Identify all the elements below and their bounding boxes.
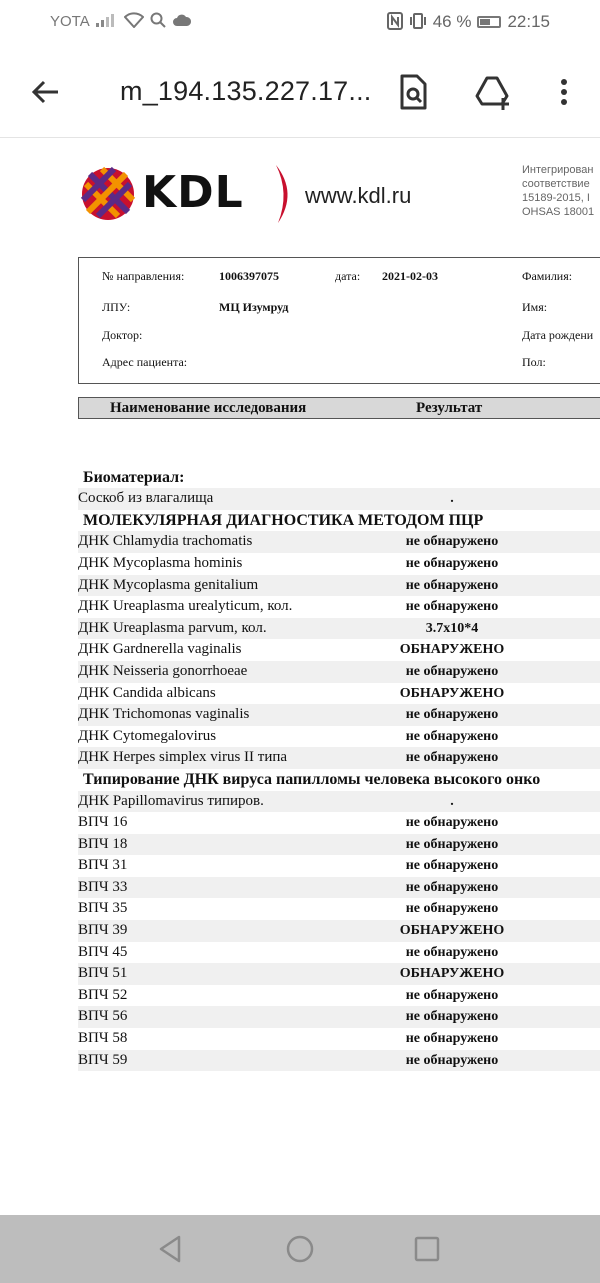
table-row bbox=[78, 683, 600, 705]
test-result: ОБНАРУЖЕНО bbox=[399, 642, 505, 658]
test-name: Типирование ДНК вируса папилломы человека высокого онко bbox=[83, 770, 541, 788]
test-name: Биоматериал: bbox=[83, 468, 185, 486]
test-name: ДНК Ureaplasma urealyticum, кол. bbox=[78, 598, 293, 615]
cloud-icon bbox=[172, 13, 192, 29]
status-bar bbox=[0, 0, 600, 46]
test-name: ВПЧ 18 bbox=[78, 835, 128, 852]
table-row bbox=[78, 531, 600, 553]
results-table bbox=[78, 445, 600, 1071]
test-result: не обнаружено bbox=[405, 750, 499, 766]
surname-label: Фамилия: bbox=[522, 269, 573, 283]
table-row bbox=[78, 985, 600, 1007]
test-result: не обнаружено bbox=[405, 707, 499, 723]
logo-url: www.kdl.ru bbox=[305, 183, 412, 208]
table-row bbox=[78, 488, 600, 510]
test-name: ДНК Gardnerella vaginalis bbox=[78, 641, 242, 658]
table-row bbox=[78, 661, 600, 683]
test-name: ВПЧ 33 bbox=[78, 878, 128, 895]
battery-percent: 46 % bbox=[432, 12, 472, 31]
test-result: не обнаружено bbox=[405, 836, 499, 852]
section-heading bbox=[78, 467, 600, 489]
test-name: ДНК Mycoplasma hominis bbox=[78, 554, 243, 571]
table-row bbox=[78, 1006, 600, 1028]
test-result: не обнаружено bbox=[405, 858, 499, 874]
results-table-header bbox=[78, 397, 600, 419]
status-left bbox=[50, 12, 192, 30]
referral-value: 1006397075 bbox=[219, 269, 279, 283]
clock: 22:15 bbox=[507, 12, 550, 31]
table-row bbox=[78, 877, 600, 899]
lpu-value: МЦ Изумруд bbox=[219, 300, 289, 314]
test-result: не обнаружено bbox=[405, 815, 499, 831]
test-name: ДНК Ureaplasma parvum, кол. bbox=[78, 619, 267, 636]
section-heading bbox=[78, 510, 600, 532]
test-result: не обнаружено bbox=[405, 728, 499, 744]
search-icon bbox=[150, 12, 166, 30]
vibrate-icon bbox=[409, 12, 427, 32]
carrier-label: YOTA bbox=[50, 12, 90, 30]
test-name: ВПЧ 16 bbox=[78, 814, 128, 831]
table-row bbox=[78, 855, 600, 877]
header-test-name: Наименование исследования bbox=[110, 400, 307, 416]
test-name: Соскоб из влагалища bbox=[78, 490, 214, 507]
referral-label: № направления: bbox=[102, 269, 185, 283]
test-name: ВПЧ 58 bbox=[78, 1030, 128, 1047]
test-name: ВПЧ 39 bbox=[78, 922, 128, 939]
pdf-page[interactable] bbox=[0, 139, 600, 1215]
test-result: не обнаружено bbox=[405, 1031, 499, 1047]
table-row bbox=[78, 639, 600, 661]
test-name: ДНК Candida albicans bbox=[78, 684, 216, 701]
patient-info-box bbox=[78, 257, 600, 384]
doctor-label: Доктор: bbox=[102, 328, 143, 342]
table-row bbox=[78, 553, 600, 575]
logo-swoosh-icon bbox=[270, 163, 300, 225]
table-row bbox=[78, 812, 600, 834]
table-row bbox=[78, 963, 600, 985]
test-name: ДНК Herpes simplex virus II типа bbox=[78, 749, 288, 766]
lpu-label: ЛПУ: bbox=[102, 300, 131, 314]
table-row bbox=[78, 942, 600, 964]
signal-icon bbox=[96, 13, 118, 29]
kdl-logo-icon bbox=[80, 166, 136, 222]
test-name: ВПЧ 35 bbox=[78, 900, 128, 917]
table-row bbox=[78, 618, 600, 640]
test-name: ВПЧ 56 bbox=[78, 1008, 128, 1025]
test-name: ВПЧ 52 bbox=[78, 986, 128, 1003]
table-row bbox=[78, 834, 600, 856]
certification-text: Интегрирован соответствие 15189-2015, I OHSAS 18001 bbox=[522, 164, 595, 218]
table-row bbox=[78, 704, 600, 726]
test-name: ВПЧ 59 bbox=[78, 1051, 128, 1068]
address-label: Адрес пациента: bbox=[102, 355, 188, 369]
test-result: не обнаружено bbox=[405, 599, 499, 615]
test-result: ОБНАРУЖЕНО bbox=[399, 685, 505, 701]
table-row bbox=[78, 575, 600, 597]
document-title: m_194.135.227.17... bbox=[120, 76, 372, 106]
table-row bbox=[78, 898, 600, 920]
test-result: не обнаружено bbox=[405, 987, 499, 1003]
wifi-icon bbox=[124, 12, 144, 30]
test-name: ДНК Mycoplasma genitalium bbox=[78, 576, 259, 593]
test-name: ДНК Chlamydia trachomatis bbox=[78, 533, 253, 550]
test-result: не обнаружено bbox=[405, 1009, 499, 1025]
section-heading bbox=[78, 769, 600, 791]
table-row bbox=[78, 920, 600, 942]
table-row bbox=[78, 791, 600, 813]
battery-icon bbox=[477, 16, 501, 28]
test-name: ВПЧ 51 bbox=[78, 965, 128, 982]
spacer-row bbox=[78, 445, 600, 467]
nav-recents-icon[interactable] bbox=[411, 1233, 443, 1265]
date-value: 2021-02-03 bbox=[382, 269, 438, 283]
test-result: не обнаружено bbox=[405, 901, 499, 917]
test-result: ОБНАРУЖЕНО bbox=[399, 923, 505, 939]
logo-wordmark: KDL bbox=[142, 167, 244, 218]
test-name: ДНК Cytomegalovirus bbox=[78, 727, 217, 744]
test-result: 3.7x10*4 bbox=[425, 620, 479, 636]
back-arrow-icon[interactable] bbox=[28, 74, 64, 110]
nav-home-icon[interactable] bbox=[284, 1233, 316, 1265]
table-row bbox=[78, 1050, 600, 1072]
test-name: ВПЧ 31 bbox=[78, 857, 128, 874]
test-name: ДНК Trichomonas vaginalis bbox=[78, 706, 250, 723]
add-to-drive-icon[interactable] bbox=[473, 72, 513, 112]
status-right bbox=[387, 12, 550, 32]
test-result: не обнаружено bbox=[405, 879, 499, 895]
test-result: не обнаружено bbox=[405, 1052, 499, 1068]
date-label: дата: bbox=[335, 269, 361, 283]
test-name: ДНК Neisseria gonorrhoeae bbox=[78, 662, 248, 679]
more-vert-icon[interactable] bbox=[545, 72, 585, 112]
nfc-icon bbox=[387, 12, 403, 32]
test-name: ВПЧ 45 bbox=[78, 943, 128, 960]
test-name: ДНК Papillomavirus типиров. bbox=[78, 792, 264, 809]
test-result: ОБНАРУЖЕНО bbox=[399, 966, 505, 982]
test-result: не обнаружено bbox=[405, 534, 499, 550]
sex-label: Пол: bbox=[522, 355, 546, 369]
name-label: Имя: bbox=[522, 300, 548, 314]
nav-back-icon[interactable] bbox=[155, 1233, 187, 1265]
table-row bbox=[78, 747, 600, 769]
test-result: . bbox=[450, 793, 454, 809]
table-row bbox=[78, 726, 600, 748]
birth-date-label: Дата рождени bbox=[522, 328, 594, 342]
test-name: МОЛЕКУЛЯРНАЯ ДИАГНОСТИКА МЕТОДОМ ПЦР bbox=[83, 511, 484, 529]
test-result: не обнаружено bbox=[405, 663, 499, 679]
system-nav-bar bbox=[0, 1215, 600, 1283]
header-result: Результат bbox=[416, 400, 483, 416]
test-result: не обнаружено bbox=[405, 577, 499, 593]
test-result: . bbox=[450, 491, 454, 507]
table-row bbox=[78, 1028, 600, 1050]
test-result: не обнаружено bbox=[405, 944, 499, 960]
find-in-page-icon[interactable] bbox=[393, 72, 433, 112]
test-result: не обнаружено bbox=[405, 555, 499, 571]
app-bar bbox=[0, 46, 600, 138]
table-row bbox=[78, 596, 600, 618]
